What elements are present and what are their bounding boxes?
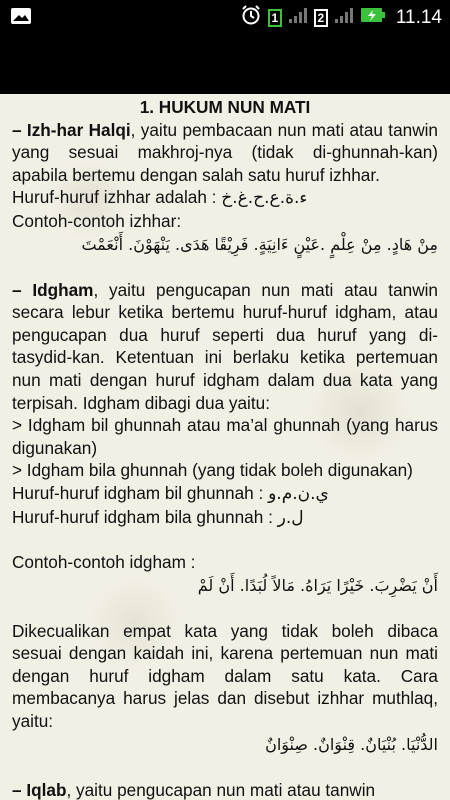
signal-sim2-icon bbox=[334, 6, 354, 29]
app-bar bbox=[0, 32, 450, 94]
idgham-item-bil-ghunnah: > Idgham bil ghunnah atau ma’al ghunnah (yang harus digunakan) bbox=[12, 415, 438, 458]
bila-ghunnah-letters: ل.ر bbox=[277, 507, 304, 528]
izhar-term: – Izh-har Halqi bbox=[12, 119, 131, 140]
idgham-definition: , yaitu pengucapan nun mati atau tanwin secara lebur ketika bertemu huruf-huruf idgham, atau pengucapan dua huruf seperti dua huruf yang di-tasydid-kan. Ketentuan ini berlaku ketika pertemuan nun mati dengan huruf idgham dalam dua kata yang terpisah. Idgham dibagi dua yaitu: bbox=[12, 279, 438, 413]
iqlab-term: – Iqlab bbox=[12, 779, 67, 800]
bil-ghunnah-letters: ي.ن.م.و bbox=[268, 483, 329, 504]
idgham-examples-arabic: أَنْ يَضْرِبَ. خَيْرًا يَرَاهُ. مَالاً لُبَدًا. أَنْ لَمْ bbox=[197, 575, 438, 595]
bila-ghunnah-label: Huruf-huruf idgham bila ghunnah : bbox=[12, 506, 273, 527]
izhar-letters-label: Huruf-huruf izhhar adalah : bbox=[12, 187, 217, 208]
izhar-examples-arabic: مِنْ هَادٍ. مِنْ عِلْمٍ .عَيْنٍ ءَانِيَةٍ. فَرِيْقًا هَدَى. يَنْهَوْنَ. أَنْعَمْتَ bbox=[81, 234, 438, 254]
izhar-definition: , yaitu pembacaan nun mati atau tanwin yang sesuai makhroj-nya (tidak di-ghunnah-kan) apabila bertemu dengan salah satu huruf izhhar. bbox=[12, 119, 438, 185]
alarm-icon bbox=[240, 4, 262, 31]
sim2-icon: 2 bbox=[314, 9, 328, 27]
status-bar bbox=[0, 0, 450, 32]
idgham-examples-label: Contoh-contoh idgham : bbox=[12, 552, 196, 573]
gallery-notification-icon bbox=[10, 7, 32, 30]
bila-ghunnah-line bbox=[12, 506, 438, 530]
iqlab-paragraph bbox=[12, 779, 438, 800]
exception-examples-arabic: الدُّنْيَا. بُنْيَانٌ. قِنْوَانٌ. صِنْوَانٌ bbox=[265, 734, 438, 754]
izhar-letters-line bbox=[12, 186, 438, 210]
section-title: 1. HUKUM NUN MATI bbox=[139, 97, 311, 117]
battery-charging-icon bbox=[360, 6, 386, 29]
sim1-icon: 1 bbox=[268, 9, 282, 27]
idgham-term: – Idgham bbox=[12, 279, 94, 300]
article-content[interactable] bbox=[0, 94, 450, 800]
exception-paragraph: Dikecualikan empat kata yang tidak boleh dibaca sesuai dengan kaidah ini, karena pertemuan nun mati dengan huruf idgham dalam satu kata. Cara membacanya harus jelas dan disebut izhhar muthlaq, yaitu: bbox=[12, 620, 438, 732]
bil-ghunnah-line bbox=[12, 482, 438, 506]
iqlab-definition: , yaitu pengucapan nun mati atau tanwin bbox=[66, 779, 376, 800]
clock: 11.14 bbox=[395, 6, 442, 28]
izhar-examples-label: Contoh-contoh izhhar: bbox=[12, 210, 182, 231]
signal-sim1-icon bbox=[288, 6, 308, 29]
izhar-letters: ء.ة.ع.ح.غ.خ bbox=[221, 188, 308, 209]
bil-ghunnah-label: Huruf-huruf idgham bil ghunnah : bbox=[12, 482, 264, 503]
izhar-paragraph bbox=[12, 119, 438, 187]
idgham-paragraph bbox=[12, 279, 438, 415]
idgham-item-bila-ghunnah: > Idgham bila ghunnah (yang tidak boleh digunakan) bbox=[12, 460, 413, 481]
